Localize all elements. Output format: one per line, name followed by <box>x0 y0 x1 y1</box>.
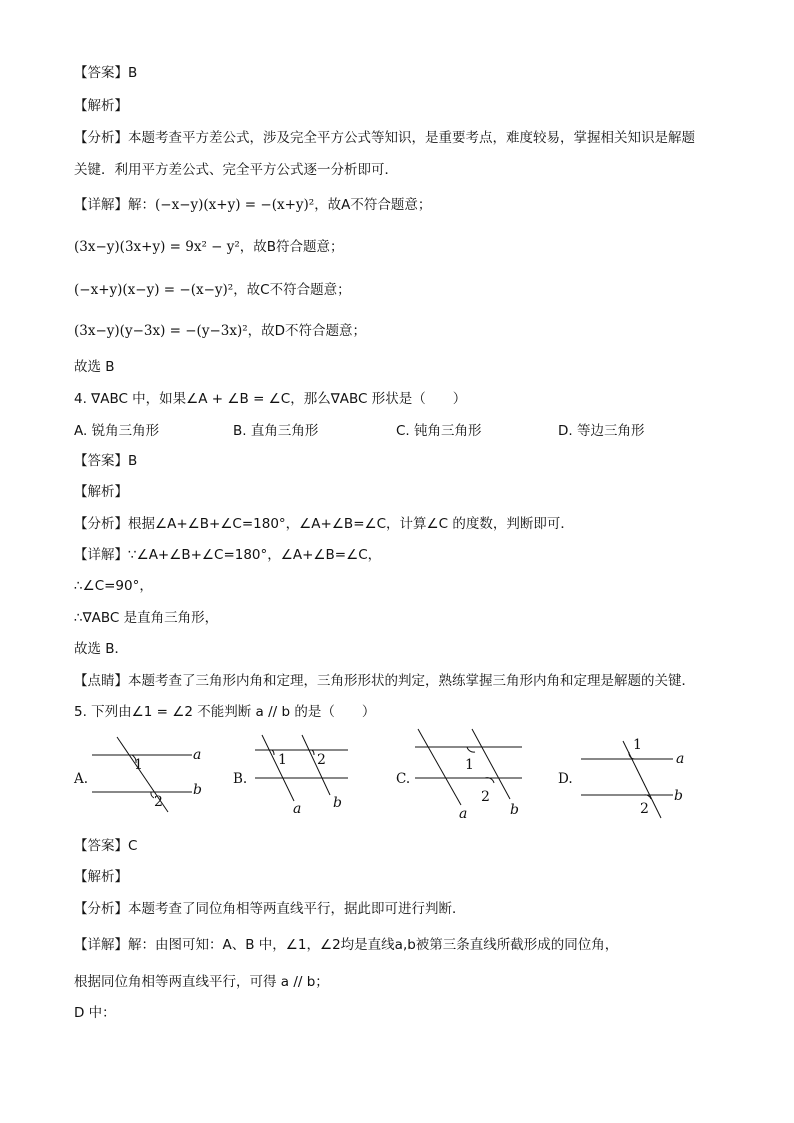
line-b-label: b <box>333 795 342 811</box>
line-a-label: a <box>459 806 468 822</box>
detail-text: 【详解】解：由图可知：A、B 中，∠1，∠2均是直线a,b被第三条直线所截形成的同位角， <box>74 937 619 953</box>
remark-text: 【点睛】本题考查了三角形内角和定理，三角形形状的判定，熟练掌握三角形内角和定理是解题的关键． <box>74 673 695 689</box>
verdict: ，故D不符合题意； <box>247 323 367 339</box>
figure-c-letter: C. <box>396 771 411 787</box>
line-b-label: b <box>510 802 519 818</box>
detail-label: 【详解】解： <box>74 197 155 213</box>
figure-b <box>250 733 360 818</box>
angle-2-label: 2 <box>317 752 326 768</box>
verdict: ，故B符合题意； <box>239 239 344 255</box>
q4-option-a: A. 锐角三角形 <box>74 423 160 439</box>
line-a-label: a <box>676 751 685 767</box>
detail-text: ∴∇ABC 是直角三角形， <box>74 610 219 626</box>
line-b-label: b <box>193 782 202 798</box>
formula: (−x−y)(x+y) = −(x+y)² <box>155 197 315 213</box>
detail-line-3 <box>74 280 351 300</box>
q4-option-b: B. 直角三角形 <box>233 423 319 439</box>
q4-option-d: D. 等边三角形 <box>558 423 645 439</box>
analysis-text: 【分析】本题考查了同位角相等两直线平行，据此即可进行判断． <box>74 901 466 917</box>
angle-1-label: 1 <box>633 737 642 753</box>
analysis-heading: 【解析】 <box>74 98 128 114</box>
formula: (3x−y)(y−3x) = −(y−3x)² <box>74 323 248 339</box>
detail-text: 根据同位角相等两直线平行，可得 a // b； <box>74 974 329 990</box>
answer-label: 【答案】B <box>74 453 138 469</box>
formula: (−x+y)(x−y) = −(x−y)² <box>74 282 234 298</box>
question-4: 4. ∇ABC 中，如果∠A + ∠B = ∠C，那么∇ABC 形状是（ ） <box>74 391 467 407</box>
analysis-text: 【分析】根据∠A+∠B+∠C=180°，∠A+∠B=∠C，计算∠C 的度数，判断即可． <box>74 516 574 532</box>
question-5: 5. 下列由∠1 = ∠2 不能判断 a // b 的是（ ） <box>74 704 376 720</box>
angle-2-label: 2 <box>481 789 490 805</box>
figure-a-letter: A. <box>74 771 89 787</box>
verdict: ，故C不符合题意； <box>233 282 351 298</box>
detail-line-2 <box>74 237 344 257</box>
choose-text: 故选 B <box>74 359 115 375</box>
line-b-label: b <box>674 788 683 804</box>
detail-text: ∴∠C=90°， <box>74 578 153 594</box>
detail-line-1 <box>74 195 431 215</box>
detail-text: 【详解】∵∠A+∠B+∠C=180°，∠A+∠B=∠C， <box>74 547 382 563</box>
analysis-text: 【分析】本题考查平方差公式，涉及完全平方公式等知识，是重要考点，难度较易，掌握相关知识是解题 <box>74 130 695 146</box>
detail-text: D 中： <box>74 1005 116 1021</box>
verdict: ，故A不符合题意； <box>314 197 432 213</box>
line-a-label: a <box>193 747 202 763</box>
choose-text: 故选 B． <box>74 641 129 657</box>
analysis-text-continued: 关键．利用平方差公式、完全平方公式逐一分析即可． <box>74 162 398 178</box>
formula: (3x−y)(3x+y) = 9x² − y² <box>74 239 240 255</box>
analysis-heading: 【解析】 <box>74 869 128 885</box>
analysis-heading: 【解析】 <box>74 484 128 500</box>
angle-1-label: 1 <box>134 757 143 773</box>
detail-line-4 <box>74 321 366 341</box>
q4-option-c: C. 钝角三角形 <box>396 423 482 439</box>
answer-label: 【答案】C <box>74 838 138 854</box>
line-a-label: a <box>293 801 302 817</box>
figure-d <box>578 733 698 823</box>
figure-a <box>90 735 220 815</box>
figure-c <box>410 727 535 822</box>
angle-2-label: 2 <box>640 801 649 817</box>
figure-d-letter: D. <box>558 771 573 787</box>
figure-b-letter: B. <box>233 771 248 787</box>
angle-1-label: 1 <box>465 757 474 773</box>
angle-1-label: 1 <box>278 752 287 768</box>
answer-label: 【答案】B <box>74 65 138 81</box>
angle-2-label: 2 <box>154 794 163 810</box>
